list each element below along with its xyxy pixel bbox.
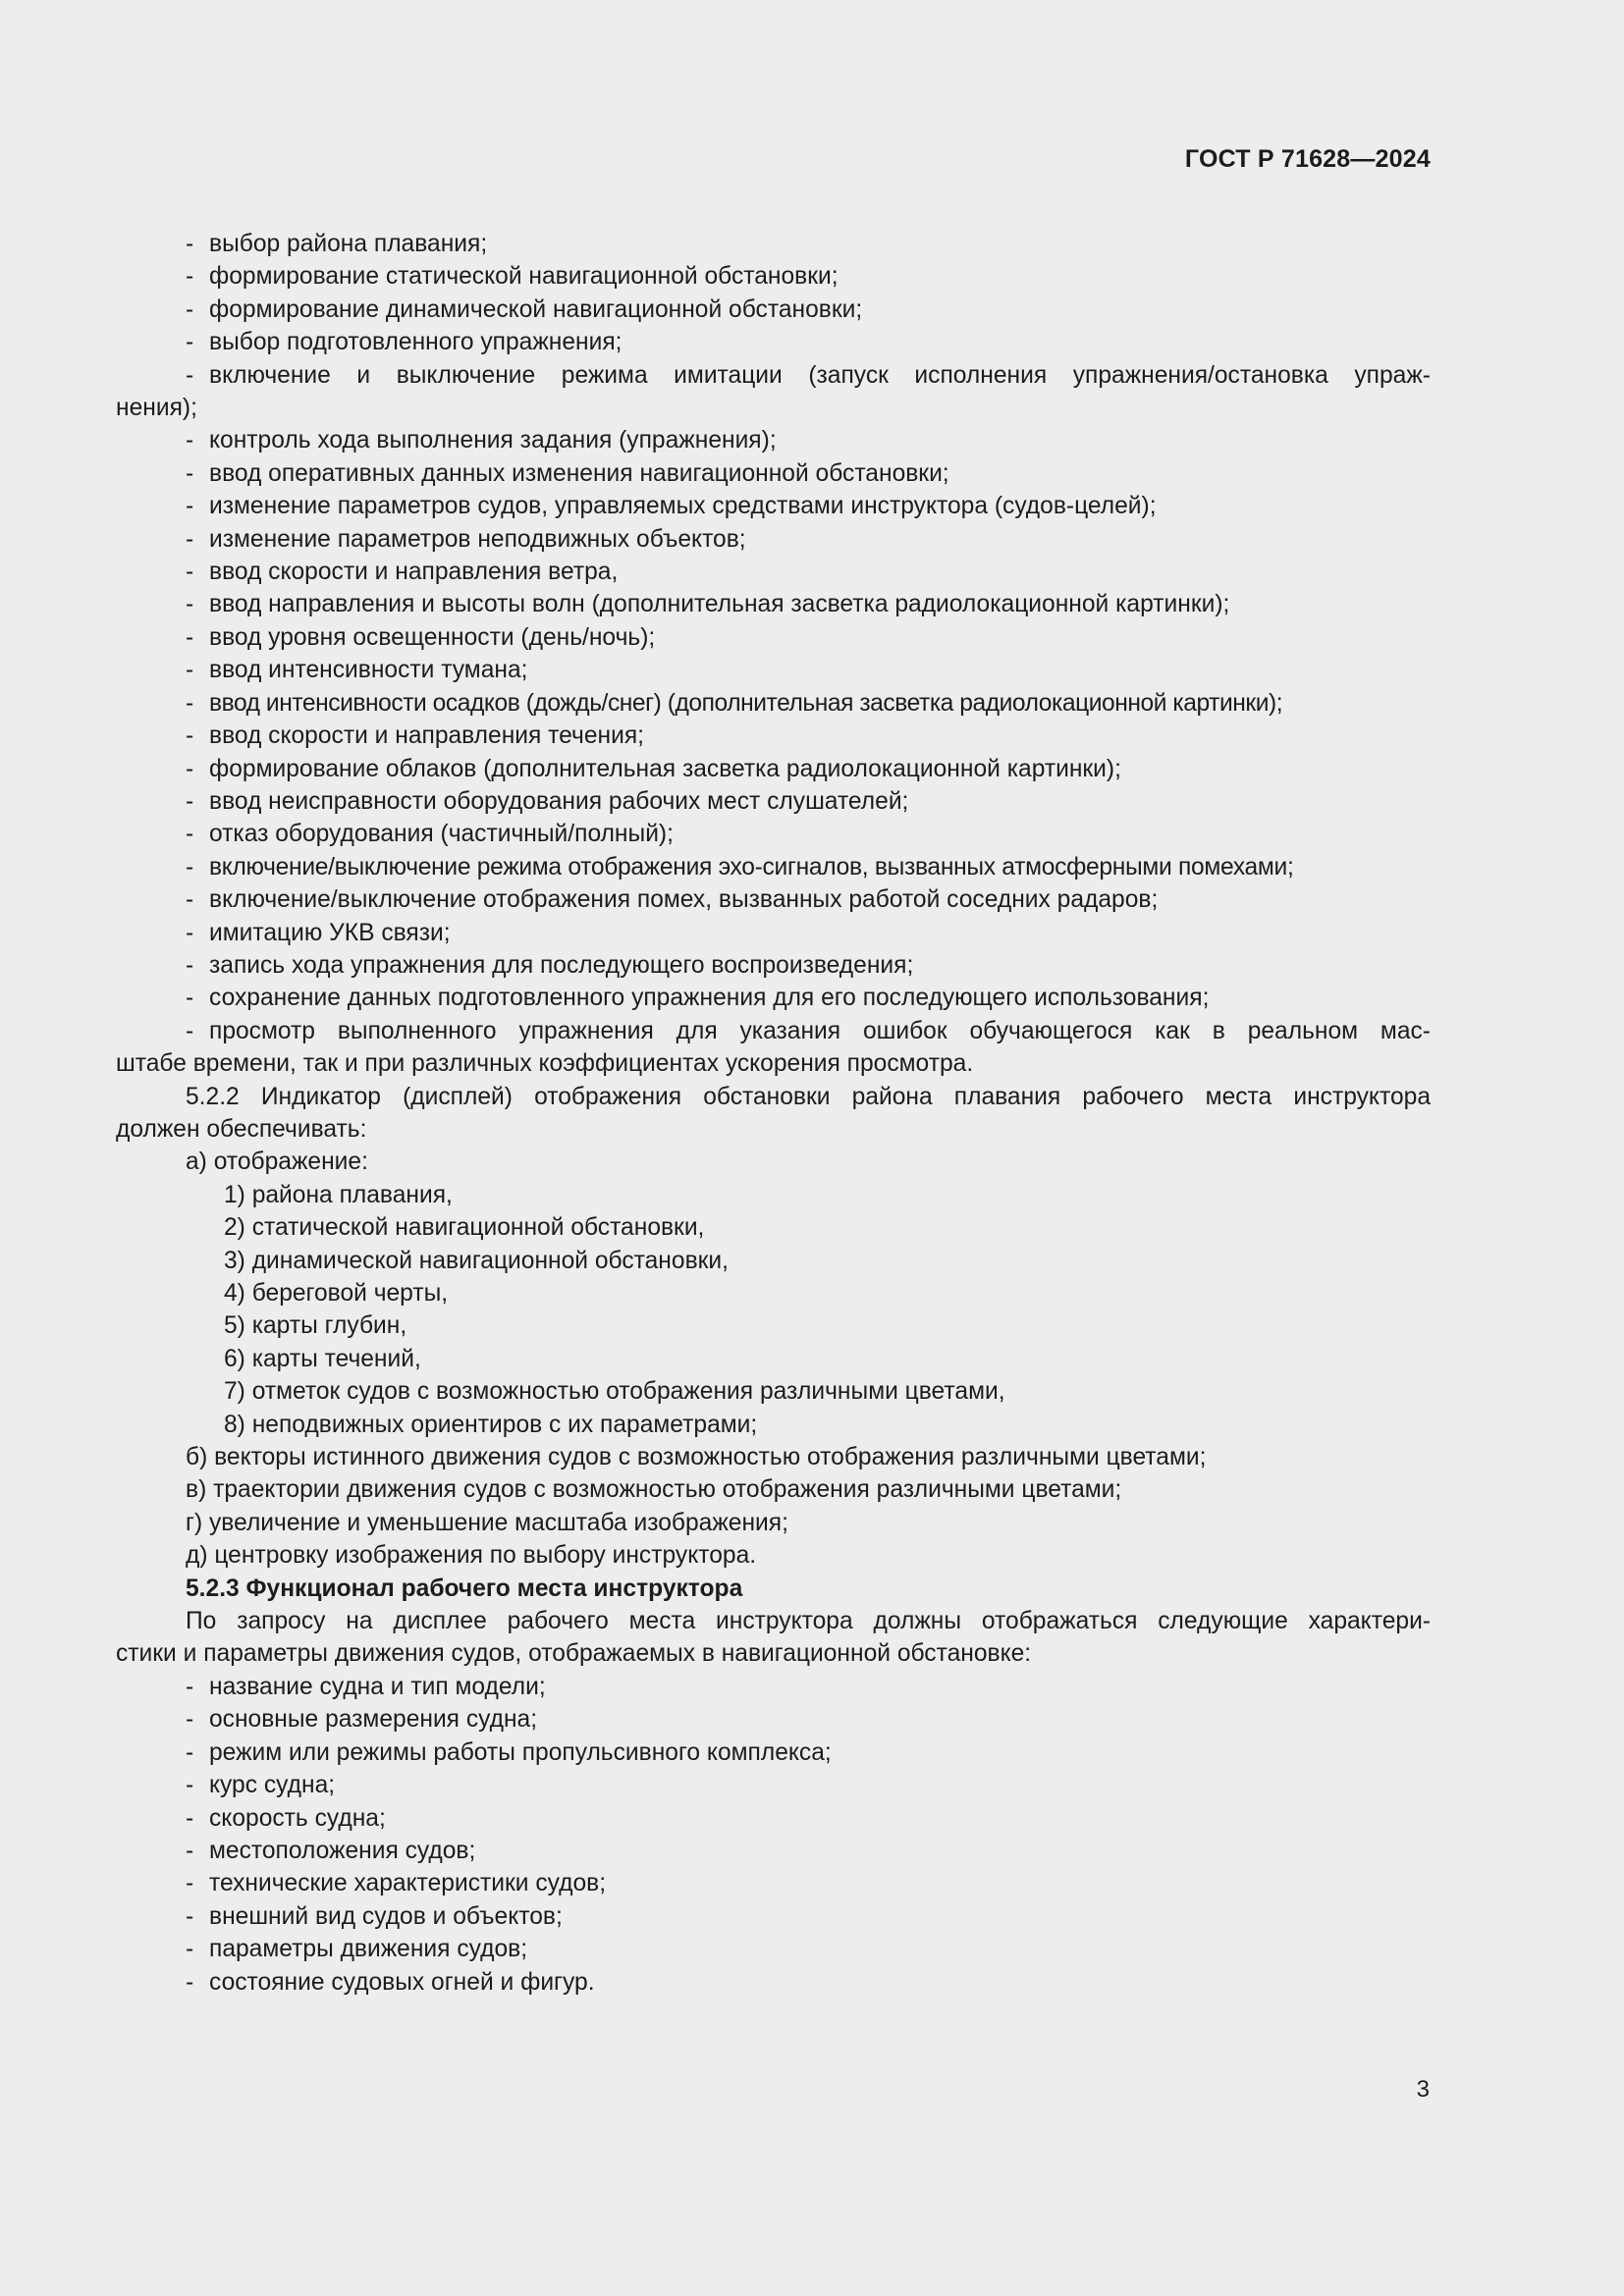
paragraph-line: 5.2.2 Индикатор (дисплей) отображения обстановки района плавания рабочего места инструктора [186,1083,1431,1110]
list-item: - название судна и тип модели; [186,1673,546,1700]
list-item-continuation: нения); [116,395,197,422]
list-item: - курс судна; [186,1772,336,1799]
list-item: - выбор подготовленного упражнения; [186,329,623,356]
page-content [116,228,1431,1999]
list-item: - ввод уровня освещенности (день/ночь); [186,623,656,651]
sub-list-item: 2) статической навигационной обстановки, [224,1214,705,1242]
list-item: - ввод неисправности оборудования рабочих мест слушателей; [186,787,909,815]
list-item: - внешний вид судов и объектов; [186,1902,563,1930]
sub-list-item: 3) динамической навигационной обстановки, [224,1247,729,1274]
list-item: - основные размерения судна; [186,1706,538,1734]
list-item: - режим или режимы работы пропульсивного комплекса; [186,1738,832,1766]
list-item: - сохранение данных подготовленного упражнения для его последующего использования; [186,985,1210,1012]
section-5-2-3 [116,1573,1431,1999]
list-item: - формирование статической навигационной обстановки; [186,263,839,291]
sub-list-item: 8) неподвижных ориентиров с их параметрами; [224,1411,758,1438]
section-heading: 5.2.3 Функционал рабочего места инструктора [186,1575,743,1602]
list-item-continuation: штабе времени, так и при различных коэффициентах ускорения просмотра. [116,1050,974,1078]
document-header: ГОСТ Р 71628—2024 [1184,145,1431,173]
list-item: - параметры движения судов; [186,1936,528,1963]
sub-list-item: 4) береговой черты, [224,1280,449,1307]
list-item: - состояние судовых огней и фигур. [186,1968,595,1996]
sub-list-item: 5) карты глубин, [224,1312,407,1340]
list-item: - ввод интенсивности осадков (дождь/снег) (дополнительная засветка радиолокационной картинки); [186,689,1283,717]
sub-list-item: 6) карты течений, [224,1345,421,1372]
list-item: а) отображение: [186,1148,368,1176]
list-item: - включение/выключение отображения помех, вызванных работой соседних радаров; [186,886,1159,914]
section-5-2-2 [116,1081,1431,1573]
sub-list-item: 7) отметок судов с возможностью отображения различными цветами, [224,1378,1005,1406]
list-item: в) траектории движения судов с возможностью отображения различными цветами; [186,1476,1122,1504]
page-number: 3 [1416,2076,1430,2103]
list-item: - изменение параметров судов, управляемых средствами инструктора (судов-целей); [186,493,1157,520]
list-item: - отказ оборудования (частичный/полный); [186,821,674,848]
list-item: - контроль хода выполнения задания (упражнения); [186,427,777,454]
list-item: - запись хода упражнения для последующего воспроизведения; [186,951,914,979]
instructor-functions-list [116,228,1431,1081]
list-item: - технические характеристики судов; [186,1870,607,1897]
list-item: - формирование динамической навигационной обстановки; [186,295,863,323]
list-item: - ввод направления и высоты волн (дополнительная засветка радиолокационной картинки); [186,591,1230,618]
list-item: - изменение параметров неподвижных объектов; [186,525,746,553]
list-item: - ввод скорости и направления течения; [186,722,644,750]
list-item: - ввод оперативных данных изменения навигационной обстановки; [186,459,949,487]
list-item: д) центровку изображения по выбору инструктора. [186,1542,757,1570]
list-item: - просмотр выполненного упражнения для указания ошибок обучающегося как в реальном мас- [186,1017,1431,1044]
list-item: - скорость судна; [186,1804,386,1832]
paragraph-line: должен обеспечивать: [116,1115,367,1143]
paragraph-line: По запросу на дисплее рабочего места инструктора должны отображаться следующие характери- [186,1608,1431,1635]
list-item: - ввод скорости и направления ветра, [186,559,619,586]
list-item: б) векторы истинного движения судов с возможностью отображения различными цветами; [186,1444,1207,1471]
list-item: - выбор района плавания; [186,231,488,257]
list-item: - включение и выключение режима имитации (запуск исполнения упражнения/остановка упраж- [186,361,1431,389]
list-item: г) увеличение и уменьшение масштаба изображения; [186,1509,788,1536]
list-item: - ввод интенсивности тумана; [186,657,528,684]
paragraph-line: стики и параметры движения судов, отображаемых в навигационной обстановке: [116,1640,1032,1668]
sub-list-item: 1) района плавания, [224,1181,453,1208]
list-item: - местоположения судов; [186,1837,476,1864]
list-item: - имитацию УКВ связи; [186,919,451,946]
list-item: - включение/выключение режима отображения эхо-сигналов, вызванных атмосферными помехами; [186,853,1294,881]
list-item: - формирование облаков (дополнительная засветка радиолокационной картинки); [186,755,1121,782]
